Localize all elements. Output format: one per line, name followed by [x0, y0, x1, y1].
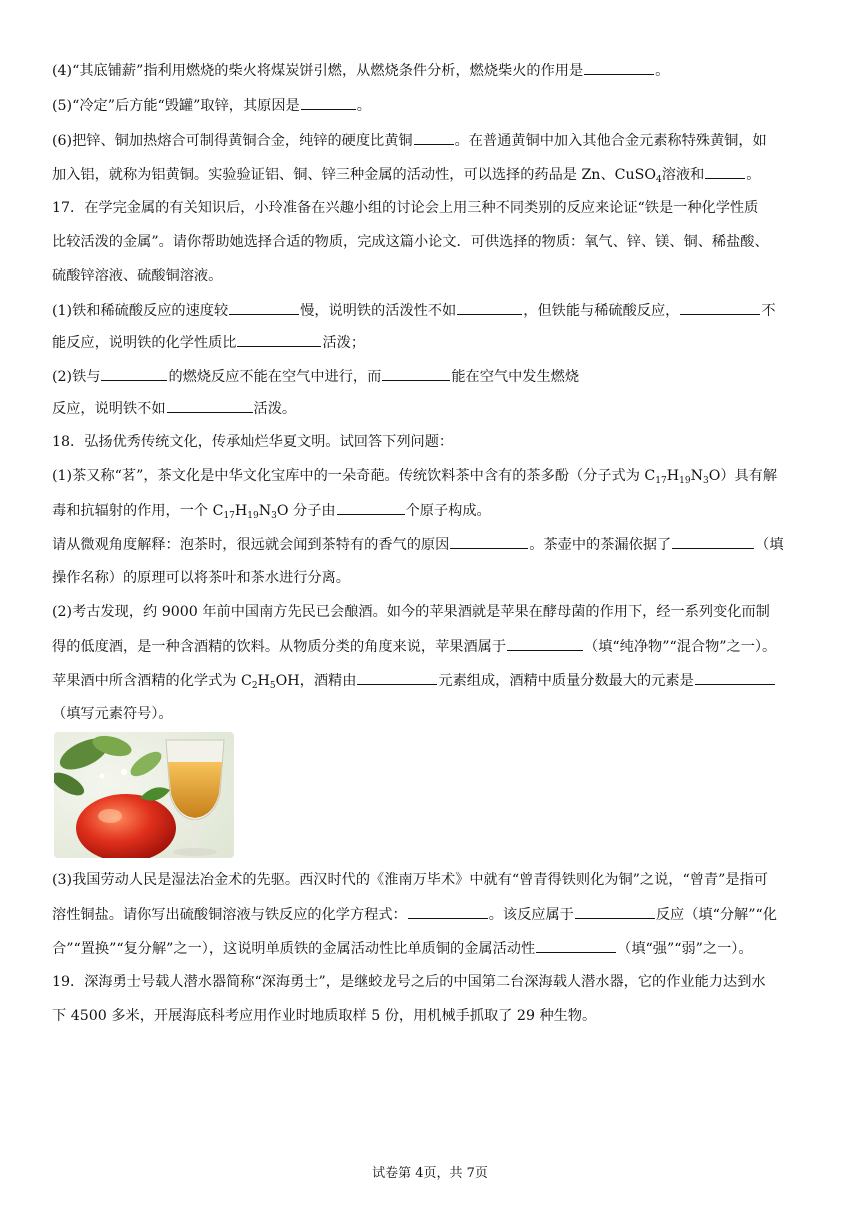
answer-blank[interactable] — [584, 60, 654, 75]
q17-intro-line1: 17．在学完金属的有关知识后，小玲准备在兴趣小组的讨论会上用三种不同类别的反应来论证“铁是一种化学性质 — [52, 200, 759, 216]
answer-blank[interactable] — [357, 670, 437, 685]
q17-intro-line3: 硫酸锌溶液、硫酸铜溶液。 — [52, 268, 223, 284]
apple-cider-image — [54, 732, 234, 858]
answer-blank[interactable] — [337, 500, 405, 515]
q18-part3-line1: (3)我国劳动人民是湿法冶金术的先驱。西汉时代的《淮南万毕术》中就有“曾青得铁则化为铜”之说，“曾青”是指可 — [52, 872, 768, 888]
q17-part2-line1: (2)铁与 的燃烧反应不能在空气中进行，而 能在空气中发生燃烧 — [52, 366, 579, 387]
answer-blank[interactable] — [457, 300, 522, 315]
page-footer: 试卷第 4页，共 7页 — [372, 1166, 488, 1181]
answer-blank[interactable] — [536, 938, 616, 953]
q18-part2-line2: 得的低度酒，是一种含酒精的饮料。从物质分类的角度来说，苹果酒属于 （填“纯净物”“混合物”之一）。 — [52, 636, 776, 657]
q18-part3-line2: 溶性铜盐。请你写出硫酸铜溶液与铁反应的化学方程式： 。该反应属于 反应（填“分解”“化 — [52, 904, 777, 925]
answer-blank[interactable] — [575, 904, 655, 919]
q16-part6-line2: 加入铝，就称为铝黄铜。实验验证铝、铜、锌三种金属的活动性，可以选择的药品是 Zn、CuSO$_4$溶液和 。 — [52, 164, 761, 185]
q17-part2-line2: 反应，说明铁不如 活泼。 — [52, 398, 296, 419]
q18-part1-line2: 毒和抗辐射的作用，一个 $C_{17}H_{19}N_3O$ 分子由 个原子构成。 — [52, 500, 491, 521]
q18-part1-line4: 操作名称）的原理可以将茶叶和茶水进行分离。 — [52, 570, 350, 586]
q18-part2-line4: （填写元素符号）。 — [52, 706, 173, 722]
q17-part1-line1: (1)铁和稀硫酸反应的速度较 慢，说明铁的活泼性不如 ，但铁能与稀硫酸反应， 不 — [52, 300, 776, 321]
q17-intro-line2: 比较活泼的金属”。请你帮助她选择合适的物质，完成这篇小论文．可供选择的物质：氧气、锌、镁、铜、稀盐酸、 — [52, 234, 769, 250]
answer-blank[interactable] — [229, 300, 299, 315]
answer-blank[interactable] — [695, 670, 775, 685]
q18-intro: 18．弘扬优秀传统文化，传承灿烂华夏文明。试回答下列问题： — [52, 434, 454, 450]
q16-part6-line1: (6)把锌、铜加热熔合可制得黄铜合金，纯锌的硬度比黄铜 。在普通黄铜中加入其他合金元素称特殊黄铜，如 — [52, 130, 767, 151]
answer-blank[interactable] — [672, 534, 754, 549]
q18-part2-line3: 苹果酒中所含酒精的化学式为 $C_2H_5OH$，酒精由 元素组成，酒精中质量分数最大的元素是 — [52, 670, 776, 691]
q16-part5: (5)“冷定”后方能“毁罐”取锌，其原因是 。 — [52, 95, 371, 116]
q19-line1: 19．深海勇士号载人潜水器简称“深海勇士”，是继蛟龙号之后的中国第二台深海载人潜水器，它的作业能力达到水 — [52, 974, 766, 990]
answer-blank[interactable] — [167, 398, 253, 413]
q17-part1-line2: 能反应，说明铁的化学性质比 活泼； — [52, 332, 365, 353]
answer-blank[interactable] — [408, 904, 488, 919]
q18-part2-line1: (2)考古发现，约 9000 年前中国南方先民已会酿酒。如今的苹果酒就是苹果在酵母菌的作用下，经一系列变化而制 — [52, 604, 770, 620]
q18-part1-line1: (1)茶又称“茗”，茶文化是中华文化宝库中的一朵奇葩。传统饮料茶中含有的茶多酚（分子式为 $C_{17}H_{19}N_3O$）具有解 — [52, 468, 778, 486]
answer-blank[interactable] — [450, 534, 528, 549]
answer-blank[interactable] — [382, 366, 450, 381]
q18-part3-line3: 合”“置换”“复分解”之一），这说明单质铁的金属活动性比单质铜的金属活动性 （填“强”“弱”之一）。 — [52, 938, 753, 959]
q19-line2: 下 4500 多米，开展海底科考应用作业时地质取样 5 份，用机械手抓取了 29 种生物。 — [52, 1008, 597, 1024]
answer-blank[interactable] — [680, 300, 760, 315]
q16-part4: (4)“其底铺薪”指利用燃烧的柴火将煤炭饼引燃，从燃烧条件分析，燃烧柴火的作用是 。 — [52, 60, 669, 81]
answer-blank[interactable] — [237, 332, 321, 347]
answer-blank[interactable] — [414, 130, 454, 145]
answer-blank[interactable] — [301, 95, 356, 110]
q18-part1-line3: 请从微观角度解释：泡茶时，很远就会闻到茶特有的香气的原因 。茶壶中的茶漏依据了 （填 — [52, 534, 784, 555]
answer-blank[interactable] — [507, 636, 583, 651]
answer-blank[interactable] — [705, 164, 745, 179]
answer-blank[interactable] — [101, 366, 167, 381]
